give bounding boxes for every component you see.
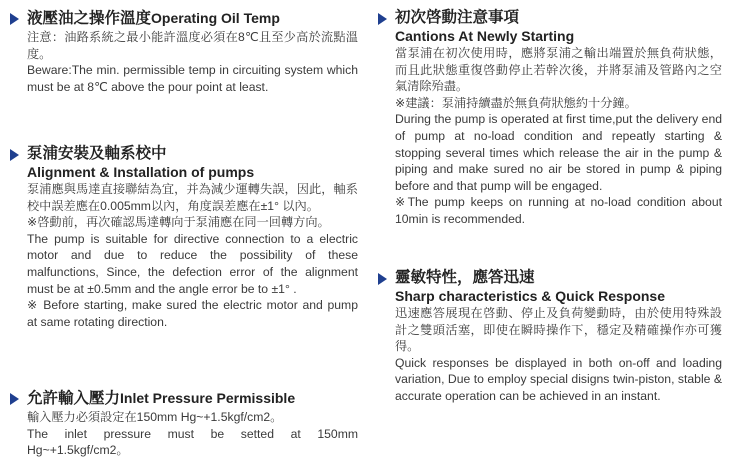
paragraph: During the pump is operated at first time,put the delivery end of pump at no-load condition and repeatly starting & stopping several times which release the air in the pump & piping and make sured no air be stored in pump & piping before and that pump will be engaged. [395, 112, 722, 193]
paragraph: Quick responses be displayed in both on-off and loading variation, Due to employ special disigns twin-piston, stable & accurate operation can be achieved in an instant. [395, 355, 722, 403]
paragraph: 迅速應答展現在啓動、停止及負荷變動時，由於使用特殊設計之雙頭活塞，即使在瞬時操作下，穩定及精確操作亦可獲得。 [395, 306, 722, 354]
note-cn: 注意：油路系統之最小能許溫度必須在8℃且至少高於流點溫度。 [27, 30, 358, 61]
triangle-bullet-icon [10, 149, 19, 161]
section-subtitle: Sharp characteristics & Quick Response [395, 288, 665, 304]
section-sharp-characteristics [378, 268, 722, 405]
paragraph: The inlet pressure must be setted at 150mm Hg~+1.5kgf/cm2。 [27, 426, 358, 458]
section-subtitle: Cantions At Newly Starting [395, 28, 575, 44]
paragraph: 泵浦應與馬達直接聯結為宜，并為減少運轉失誤，因此，軸系校中誤差應在0.005mm以內，角度誤差應在±1° 以內。 [27, 182, 358, 213]
paragraph: ※建議：泵浦持續盡於無負荷狀態約十分鐘。 [395, 95, 637, 110]
paragraph: The pump is suitable for directive connection to a electric motor and due to reduce the possibility of these malfunctions, Since, the defection error of the alignment must be at ±0.5mm and the angle error be to ±1° . [27, 231, 358, 296]
triangle-bullet-icon [378, 13, 387, 25]
note-en: Beware:The min. permissible temp in circuiting system which must be at 8℃ above the pour point at least. [27, 63, 358, 94]
section-title: 液壓油之操作溫度Operating Oil Temp [27, 10, 280, 27]
section-title: 允許輸入壓力Inlet Pressure Permissible [27, 390, 296, 407]
paragraph: ※The pump keeps on running at no-load condition about 10min is recommended. [395, 195, 722, 226]
section-operating-oil-temp [10, 8, 358, 136]
paragraph: ※啓動前，再次確認馬達轉向于泵浦應在同一回轉方向。 [27, 215, 330, 230]
paragraph: 輸入壓力必須設定在150mm Hg~+1.5kgf/cm2。 [27, 410, 283, 424]
triangle-bullet-icon [10, 393, 19, 405]
left-column [10, 8, 358, 467]
triangle-bullet-icon [378, 273, 387, 285]
triangle-bullet-icon [10, 13, 19, 25]
paragraph: ※ Before starting, make sured the electric motor and pump at same rotating direction. [27, 298, 358, 329]
section-subtitle: Alignment & Installation of pumps [27, 164, 255, 180]
section-title: 初次啓動注意事項 [395, 9, 520, 26]
paragraph: 當泵浦在初次使用時，應將泵浦之輸出端置於無負荷狀態，而且此狀態重復啓動停止若幹次後，并將泵浦及管路內之空氣清除殆盡。 [395, 46, 722, 94]
section-inlet-pressure [10, 388, 358, 459]
section-title: 泵浦安裝及軸系校中 [27, 145, 167, 162]
section-alignment [10, 144, 358, 380]
section-title: 靈敏特性，應答迅速 [395, 269, 535, 286]
section-newly-starting [378, 8, 722, 260]
right-column [378, 8, 722, 413]
